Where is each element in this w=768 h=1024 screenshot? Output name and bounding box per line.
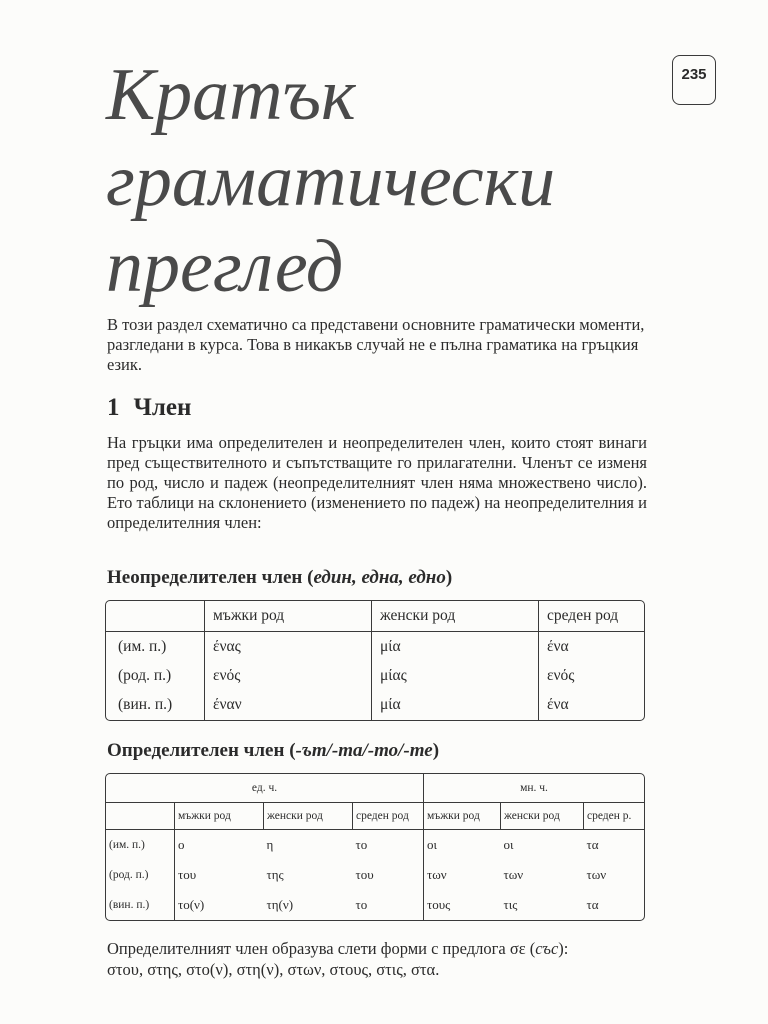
indefinite-article-heading (107, 567, 452, 589)
table-cell: των (586, 867, 607, 882)
page-title (106, 52, 666, 310)
section-paragraph: На гръцки има определителен и неопределителен член, които стоят винаги пред съществителното и съпътстващите го прилагателни. Членът се изменя по род, число и падеж (неопределителният член няма множествено число). Ето таблици на склонението (изменението по падеж) на неопределителния и определителния член: (107, 433, 647, 532)
heading-italic: -ът/-та/-то/-те (295, 740, 433, 761)
title-line-3: преглед (106, 226, 344, 308)
heading-text: Определителен член ( (107, 740, 296, 761)
column-header: мъжки род (424, 803, 501, 830)
table-row (106, 860, 644, 890)
plural-header: мн. ч. (424, 774, 645, 803)
table-cell: μία (372, 691, 539, 720)
table-cell: τις (503, 897, 518, 912)
table-cell: τη(ν) (266, 897, 294, 912)
intro-paragraph: В този раздел схематично са представени основните граматически моменти, разгледани в курса. Това в никакъв случай не е пълна граматика на гръцкия език. (107, 315, 645, 374)
column-header: мъжки род (175, 803, 264, 830)
case-label: (им. п.) (106, 632, 205, 662)
corner-cell (106, 601, 205, 632)
table-cell: ο (178, 837, 185, 852)
closing-text-end: ): (558, 939, 569, 958)
table-cell: ένα (547, 696, 569, 714)
page-number: 235 (672, 55, 716, 105)
contracted-forms: στου, στης, στο(ν), στη(ν), στων, στους, στις, στα. (107, 960, 440, 979)
case-label: (род. п.) (106, 860, 175, 890)
singular-header: ед. ч. (106, 774, 424, 803)
table-cell: των (503, 867, 524, 882)
table-row (106, 632, 644, 662)
section-heading (107, 394, 191, 422)
section-title: Член (133, 394, 192, 421)
heading-end: ) (445, 567, 453, 588)
table-cell: μία (372, 632, 539, 662)
title-line-2: граматически (106, 140, 556, 222)
table-cell: ενός (547, 667, 575, 685)
table-cell: τους (427, 897, 451, 912)
table-cell: ένα (547, 637, 569, 655)
table-cell: η (266, 837, 274, 852)
table-row (106, 661, 644, 690)
column-header: среден род (353, 803, 424, 830)
column-header: среден р. (584, 803, 645, 830)
closing-italic: със (535, 939, 559, 958)
closing-paragraph (107, 938, 652, 980)
column-header: женски род (501, 803, 584, 830)
table-cell: τα (586, 897, 599, 912)
table-cell: το (353, 890, 424, 920)
table-row (106, 890, 644, 920)
title-line-1: Кратък (106, 54, 356, 136)
table-cell: των (427, 867, 447, 882)
case-label: (им. п.) (106, 830, 175, 861)
definite-article-table (105, 773, 645, 921)
table-cell: το(ν) (178, 897, 205, 912)
table-cell: του (178, 867, 197, 882)
table-cell: της (266, 867, 284, 882)
table-cell: ενός (205, 661, 372, 690)
heading-text: Неопределителен член ( (107, 567, 314, 588)
column-header: женски род (264, 803, 353, 830)
table-cell: του (353, 860, 424, 890)
case-label: (вин. п.) (106, 691, 205, 720)
definite-article-heading (107, 740, 439, 762)
table-cell: ένας (205, 632, 372, 662)
table-cell: έναν (205, 691, 372, 720)
case-label: (род. п.) (106, 661, 205, 690)
table-cell: μίας (372, 661, 539, 690)
table-cell: το (353, 830, 424, 861)
column-header: мъжки род (205, 601, 372, 632)
column-header: среден род (539, 601, 645, 632)
column-header: женски род (372, 601, 539, 632)
heading-italic: един, една, едно (313, 567, 446, 588)
heading-end: ) (432, 740, 440, 761)
case-label: (вин. п.) (106, 890, 175, 920)
table-row (106, 691, 644, 720)
table-cell: οι (427, 837, 437, 852)
table-cell: οι (503, 837, 514, 852)
section-number: 1 (107, 394, 120, 421)
table-row (106, 830, 644, 861)
table-cell: τα (586, 837, 599, 852)
closing-text: Определителният член образува слети форми с предлога σε ( (107, 939, 536, 958)
indefinite-article-table (105, 600, 645, 721)
corner-cell (106, 803, 175, 830)
